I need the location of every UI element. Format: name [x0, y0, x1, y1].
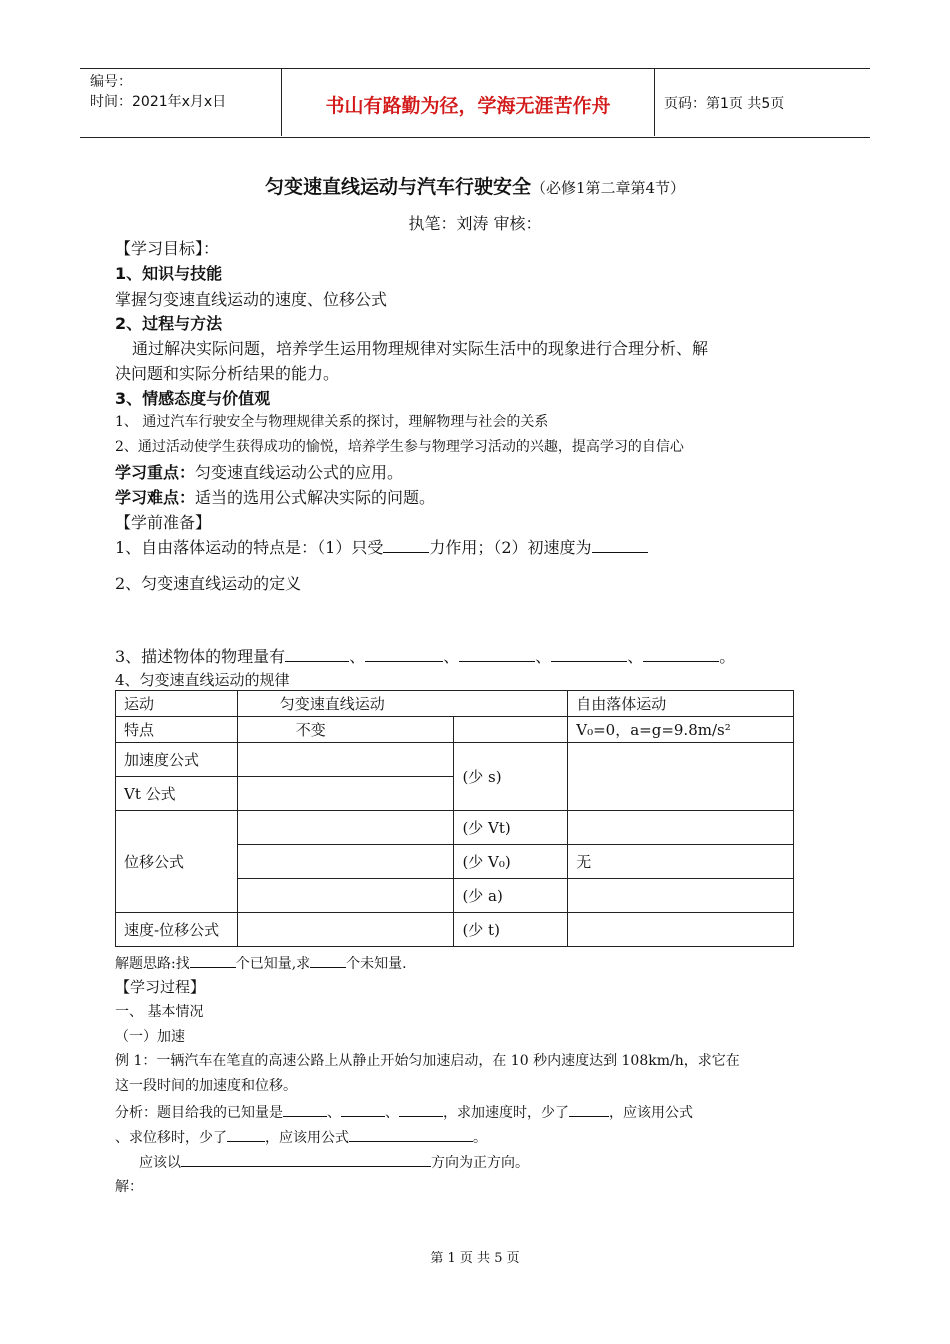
process-heading: 【学习过程】 [115, 978, 206, 996]
s3-item-1: 1、 通过汽车行驶安全与物理规律关系的探讨，理解物理与社会的关系 [115, 414, 549, 430]
table-row [116, 743, 794, 777]
cell-feature-blank[interactable] [454, 717, 568, 743]
page-info: 页码：第1页 共5页 [664, 96, 785, 112]
blank-known-count[interactable] [190, 952, 236, 968]
objectives-heading: 【学习目标】： [115, 239, 220, 258]
cell-note-t: (少 t) [454, 913, 568, 947]
page-title [0, 172, 950, 199]
solve-tip-a: 解题思路:找 [115, 956, 190, 972]
sep: 、 [535, 647, 552, 666]
header-cell-freefall: 自由落体运动 [568, 691, 794, 717]
s2-text-b: 决问题和实际分析结果的能力。 [115, 364, 340, 383]
cell-feature-value: 不变 [237, 717, 454, 743]
direction-a: 应该以 [139, 1155, 181, 1171]
sep: 、 [327, 1105, 341, 1121]
prep-q3 [115, 644, 735, 667]
s1-title: 1、知识与技能 [115, 264, 223, 283]
cell-accel-label: 加速度公式 [116, 743, 238, 777]
blank-quantity-4[interactable] [551, 646, 627, 662]
cell-accel-blank[interactable] [237, 743, 454, 777]
prep-q1-a: 1、自由落体运动的特点是：（1）只受 [115, 538, 384, 557]
prep-heading: 【学前准备】 [115, 513, 212, 532]
table-row [116, 691, 794, 717]
difficulty-label: 学习难点： [115, 488, 196, 507]
analysis-a1: 分析：题目给我的已知量是 [115, 1105, 283, 1121]
prep-q3-a: 3、描述物体的物理量有 [115, 647, 286, 666]
cell-vt-label: Vt 公式 [116, 777, 238, 811]
time-label: 时间：2021年x月x日 [90, 94, 227, 110]
prep-q4: 4、匀变速直线运动的规律 [115, 671, 290, 689]
blank-direction[interactable] [181, 1151, 431, 1167]
solve-tip-b: 个已知量,求 [235, 956, 311, 972]
analysis-b3: 。 [473, 1130, 487, 1146]
direction-line [139, 1151, 529, 1172]
cell-vt-blank[interactable] [237, 777, 454, 811]
difficulty-text: 适当的选用公式解决实际的问题。 [195, 488, 436, 507]
analysis-line-2 [115, 1126, 487, 1147]
cell-vdisp-label: 速度-位移公式 [116, 913, 238, 947]
blank-initial-velocity[interactable] [592, 537, 648, 553]
blank-quantity-1[interactable] [285, 646, 349, 662]
focus-line [115, 460, 403, 483]
example-1-a: 例 1：一辆汽车在笔直的高速公路上从静止开始匀加速启动，在 10 秒内速度达到 108km/h，求它在 [115, 1053, 740, 1069]
cell-disp-blank-3[interactable] [237, 879, 454, 913]
author-line: 执笔：刘涛 审核： [408, 214, 542, 233]
header-divider-right [654, 68, 655, 136]
s2-text-a: 通过解决实际问题，培养学生运用物理规律对实际生活中的现象进行合理分析、解 [132, 339, 709, 358]
cell-note-vt: (少 Vt) [454, 811, 568, 845]
analysis-b2: ，应该用公式 [265, 1130, 349, 1146]
motto: 书山有路勤为径，学海无涯苦作舟 [325, 95, 611, 117]
blank-missing-accel[interactable] [569, 1101, 609, 1117]
sep: 、 [385, 1105, 399, 1121]
cell-accel-freefall-blank[interactable] [568, 743, 794, 811]
s3-item-2: 2、通过活动使学生获得成功的愉悦，培养学生参与物理学习活动的兴趣，提高学习的自信心 [115, 439, 684, 455]
title-main: 匀变速直线运动与汽车行驶安全 [264, 176, 531, 198]
cell-note-a: (少 a) [454, 879, 568, 913]
analysis-a2: ，求加速度时，少了 [443, 1105, 569, 1121]
s2-title: 2、过程与方法 [115, 314, 223, 333]
s1-text: 掌握匀变速直线运动的速度、位移公式 [115, 290, 388, 309]
analysis-line-1 [115, 1101, 693, 1122]
blank-quantity-3[interactable] [459, 646, 535, 662]
difficulty-line [115, 485, 435, 508]
prep-q1-b: 力作用；（2）初速度为 [429, 538, 592, 557]
cell-disp-blank-1[interactable] [237, 811, 454, 845]
header-cell-uniform: 匀变速直线运动 [237, 691, 567, 717]
blank-quantity-2[interactable] [365, 646, 443, 662]
focus-text: 匀变速直线运动公式的应用。 [195, 463, 404, 482]
prep-q2: 2、匀变速直线运动的定义 [115, 574, 302, 593]
analysis-a3: ，应该用公式 [609, 1105, 693, 1121]
cell-feature-label: 特点 [116, 717, 238, 743]
header-cell-motion: 运动 [116, 691, 238, 717]
blank-unknown-count[interactable] [310, 952, 346, 968]
rules-table [115, 690, 794, 947]
process-s1: 一、 基本情况 [115, 1004, 204, 1020]
code-label: 编号： [90, 74, 132, 90]
title-sub: （必修1第二章第4节） [530, 179, 686, 197]
cell-feature-freefall: V₀=0，a=g=9.8m/s² [568, 717, 794, 743]
cell-note-v0: (少 V₀) [454, 845, 568, 879]
blank-formula[interactable] [349, 1126, 473, 1142]
example-1-b: 这一段时间的加速度和位移。 [115, 1078, 297, 1094]
cell-vdisp-ff-blank[interactable] [568, 913, 794, 947]
solve-tip [115, 952, 407, 973]
table-row [116, 913, 794, 947]
blank-known-3[interactable] [399, 1101, 443, 1117]
table-row [116, 811, 794, 845]
sep: 、 [443, 647, 460, 666]
sep: 、 [349, 647, 366, 666]
blank-known-1[interactable] [283, 1101, 327, 1117]
cell-disp-ff-blank-1[interactable] [568, 811, 794, 845]
cell-disp-ff-none: 无 [568, 845, 794, 879]
blank-quantity-5[interactable] [643, 646, 719, 662]
table-row [116, 717, 794, 743]
footer-page-number: 第 1 页 共 5 页 [430, 1251, 520, 1266]
sep: 、 [627, 647, 644, 666]
solution-label: 解： [115, 1179, 143, 1195]
process-s1-1: （一）加速 [115, 1029, 185, 1045]
period: 。 [719, 647, 736, 666]
solve-tip-c: 个未知量. [346, 956, 407, 972]
analysis-b1: 、求位移时，少了 [115, 1130, 227, 1146]
s3-title: 3、情感态度与价值观 [115, 389, 271, 408]
cell-note-s: (少 s) [454, 743, 568, 811]
prep-q1 [115, 535, 648, 558]
cell-disp-blank-2[interactable] [237, 845, 454, 879]
cell-disp-label: 位移公式 [116, 811, 238, 913]
focus-label: 学习重点： [115, 463, 196, 482]
blank-known-2[interactable] [341, 1101, 385, 1117]
direction-b: 方向为正方向。 [431, 1155, 529, 1171]
header-left [90, 72, 226, 112]
blank-force[interactable] [383, 537, 429, 553]
cell-disp-ff-blank-3[interactable] [568, 879, 794, 913]
blank-missing-disp[interactable] [227, 1126, 265, 1142]
cell-vdisp-blank[interactable] [237, 913, 454, 947]
